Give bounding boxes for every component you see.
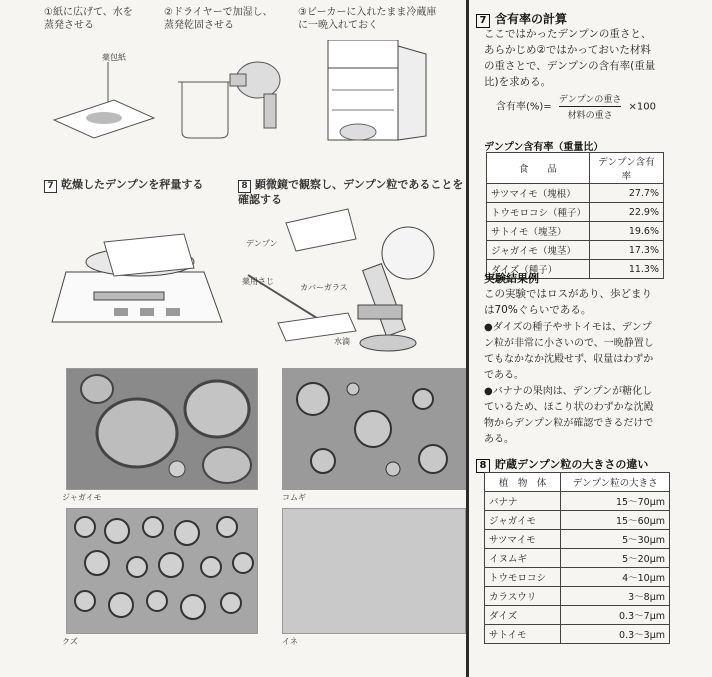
table-cell: 0.3〜3μm (561, 625, 670, 644)
formula-denominator: 材料の重さ (567, 111, 613, 121)
potato-starch-photo (66, 368, 258, 490)
table-cell: カラスウリ (485, 587, 561, 606)
table-row (485, 530, 670, 549)
table-header-rate: デンプン含有率 (589, 153, 663, 184)
step-7-heading (44, 178, 234, 193)
table-header-row (485, 473, 670, 492)
table-cell: 19.6% (589, 222, 663, 241)
table-row (485, 549, 670, 568)
paper-label: 薬包紙 (102, 53, 126, 62)
table-cell: バナナ (485, 492, 561, 511)
formula-right: ×100 (628, 101, 656, 113)
table-row (487, 241, 664, 260)
refrigerator-illustration (308, 40, 438, 150)
table-row (487, 222, 664, 241)
starch-content-table (486, 152, 664, 279)
table-cell: トウモロコシ（種子） (487, 203, 590, 222)
left-column (44, 0, 464, 677)
table-cell: サトイモ (485, 625, 561, 644)
table-row (487, 184, 664, 203)
granule-size-heading (476, 456, 648, 473)
table-header-size: デンプン粒の大きさ (561, 473, 670, 492)
table-cell: 5〜30μm (561, 530, 670, 549)
content-rate-paragraph: ここではかったデンプンの重さと、あらかじめ②ではかっておいた材料の重さとで、デンプンの含有率(重量比)を求める。 (484, 28, 656, 88)
wheat-starch-photo (282, 368, 466, 490)
table-cell: ダイズ（種子） (487, 260, 590, 279)
table-row (485, 587, 670, 606)
table-cell: ダイズ (485, 606, 561, 625)
table-cell: 22.9% (589, 203, 663, 222)
table-row (485, 606, 670, 625)
section-7-number: 7 (476, 14, 490, 28)
table-header-plant: 植 物 体 (485, 473, 561, 492)
step-3-caption: ③ビーカーに入れたまま冷蔵庫に一晩入れておく (298, 7, 437, 31)
section-8-title: 貯蔵デンプン粒の大きさの違い (495, 458, 649, 471)
table-cell: 27.7% (589, 184, 663, 203)
rice-caption: イネ (282, 637, 298, 646)
section-7-title: 含有率の計算 (495, 12, 568, 26)
fraction-line (559, 106, 621, 107)
table-cell: トウモロコシ (485, 568, 561, 587)
banana-note: ●バナナの果肉は、デンプンが糖化しているため、ほこり状のわずかな沈殿物からデンプン粒が確認できるだけである。 (484, 386, 654, 445)
step-2-caption: ②ドライヤーで加湿し、蒸発乾固させる (164, 7, 273, 31)
table-row (485, 492, 670, 511)
table-cell: イヌムギ (485, 549, 561, 568)
water-drop-label: 水滴 (334, 337, 350, 346)
table-cell: サツマイモ (485, 530, 561, 549)
formula-numerator: デンプンの重さ (558, 95, 622, 105)
table-cell: 11.3% (589, 260, 663, 279)
content-rate-formula (496, 92, 656, 121)
step-7-text: 乾燥したデンプンを秤量する (61, 178, 204, 191)
balance-illustration (44, 212, 234, 342)
right-column (476, 0, 712, 677)
wheat-caption: コムギ (282, 493, 306, 502)
step-8-heading (238, 178, 464, 207)
section-8-number: 8 (476, 459, 490, 473)
table-row (485, 511, 670, 530)
cover-glass-label: カバーガラス (300, 283, 348, 292)
potato-caption: ジャガイモ (62, 493, 102, 502)
column-divider (466, 0, 469, 677)
results-paragraph: この実験ではロスがあり、歩どまりは70%ぐらいである。 (484, 288, 652, 316)
formula-fraction (559, 92, 621, 121)
kudzu-starch-photo (66, 508, 258, 634)
step-8-text: 顕微鏡で観察し、デンプン粒であることを確認する (238, 178, 464, 206)
rice-starch-photo (282, 508, 466, 634)
table-cell: 15〜60μm (561, 511, 670, 530)
step-1-caption: ①紙に広げて、水を蒸発させる (44, 7, 133, 31)
dryer-beaker-illustration (172, 42, 292, 142)
table-header-row (487, 153, 664, 184)
table-row (487, 203, 664, 222)
starch-label: デンプン (246, 239, 278, 248)
table-row (485, 568, 670, 587)
step-7-number: 7 (44, 180, 57, 193)
table-cell: 5〜20μm (561, 549, 670, 568)
table-cell: ジャガイモ（塊茎） (487, 241, 590, 260)
spoon-label: 薬用さじ (242, 277, 274, 286)
table-cell: 4〜10μm (561, 568, 670, 587)
table-row (485, 625, 670, 644)
soybean-note: ●ダイズの種子やサトイモは、デンプン粒が非常に小さいので、一晩静置してもなかなか沈殿せず、収量はわずかである。 (484, 322, 654, 381)
table-cell: 3〜8μm (561, 587, 670, 606)
step-8-number: 8 (238, 180, 251, 193)
table-header-food: 食 品 (487, 153, 590, 184)
table-cell: ジャガイモ (485, 511, 561, 530)
table-cell: サトイモ（塊茎） (487, 222, 590, 241)
table-cell: 0.3〜7μm (561, 606, 670, 625)
granule-size-table (484, 472, 670, 644)
table-cell: 15〜70μm (561, 492, 670, 511)
table-cell: サツマイモ（塊根） (487, 184, 590, 203)
table-cell: 17.3% (589, 241, 663, 260)
formula-left: 含有率(%)= (496, 101, 552, 113)
kudzu-caption: クズ (62, 637, 78, 646)
starch-content-table-title: デンプン含有率（重量比） (484, 142, 604, 153)
results-heading: 実験結果例 (484, 272, 539, 285)
